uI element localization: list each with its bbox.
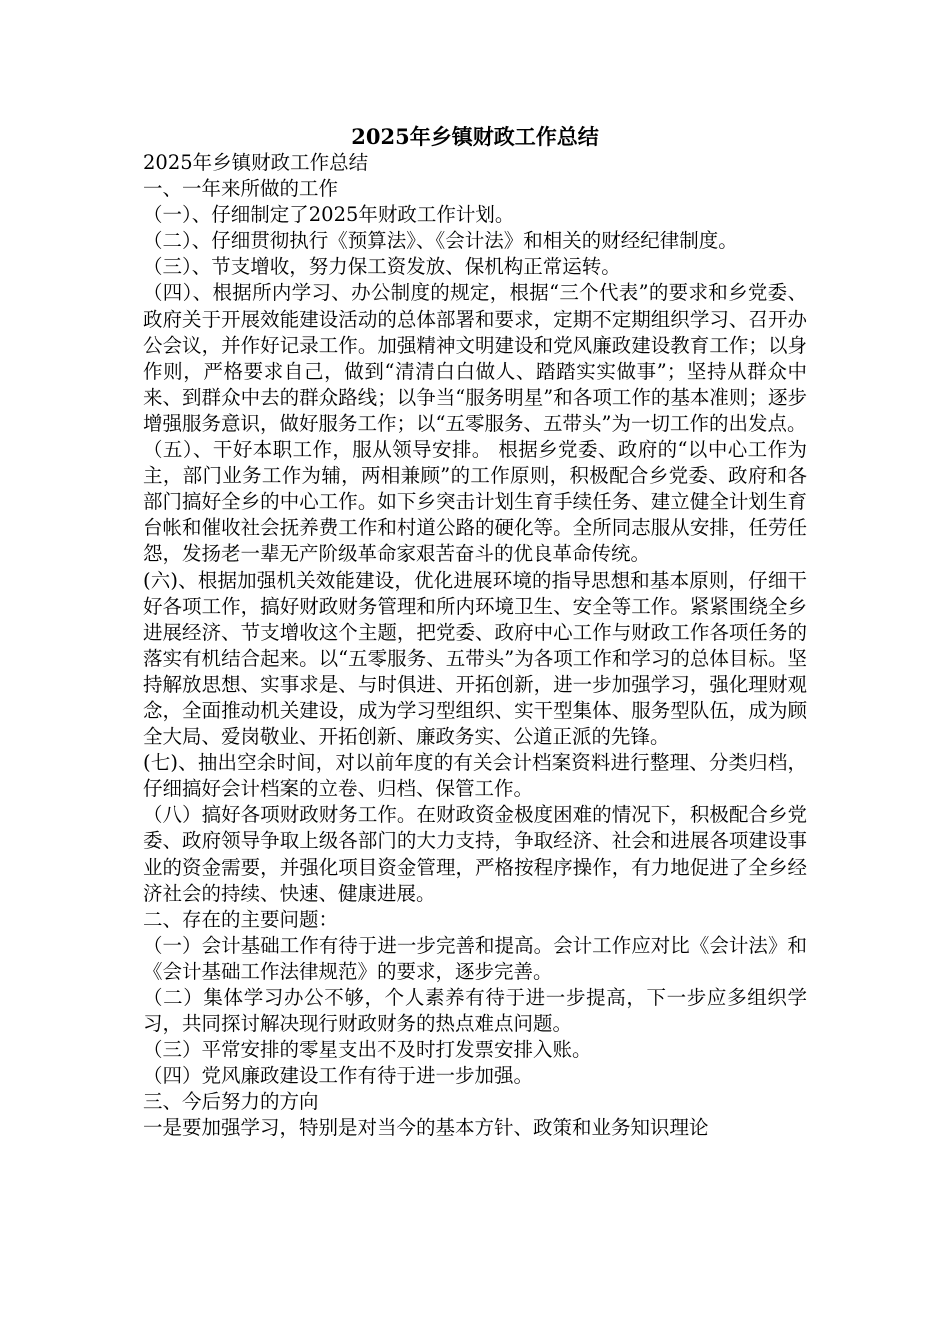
paragraph: （四）、根据所内学习、办公制度的规定，根据“三个代表”的要求和乡党委、政府关于开展效能建设活动的总体部署和要求，定期不定期组织学习、召开办公会议，并作好记录工作。加强精神文明建设和党风廉政建设教育工作；以身作则，严格要求自己，做到“清清白白做人、踏踏实实做事”；坚持从群众中来、到群众中去的群众路线；以争当“服务明星”和各项工作的基本准则；逐步增强服务意识，做好服务工作；以“五零服务、五带头”为一切工作的出发点。 [143, 281, 807, 435]
section-heading: 一、一年来所做的工作 [143, 177, 339, 201]
section-heading: 三、今后努力的方向 [143, 1090, 319, 1114]
paragraph: （四）党风廉政建设工作有待于进一步加强。 [143, 1064, 534, 1088]
paragraph: (七)、抽出空余时间，对以前年度的有关会计档案资料进行整理、分类归档，仔细搞好会计档案的立卷、归档、保管工作。 [143, 751, 807, 801]
paragraph: （一）会计基础工作有待于进一步完善和提高。会计工作应对比《会计法》和《会计基础工作法律规范》的要求，逐步完善。 [143, 933, 807, 983]
paragraph: （三）平常安排的零星支出不及时打发票安排入账。 [143, 1038, 592, 1062]
paragraph: （八）搞好各项财政财务工作。在财政资金极度困难的情况下，积极配合乡党委、政府领导争取上级各部门的大力支持，争取经济、社会和进展各项建设事业的资金需要，并强化项目资金管理，严格按程序操作，有力地促进了全乡经济社会的持续、快速、健康进展。 [143, 803, 807, 905]
paragraph: 一是要加强学习，特别是对当今的基本方针、政策和业务知识理论 [143, 1116, 709, 1140]
paragraph: （三）、节支增收，努力保工资发放、保机构正常运转。 [143, 255, 621, 279]
paragraph: 2025年乡镇财政工作总结 [143, 151, 369, 174]
paragraph: （二）集体学习办公不够，个人素养有待于进一步提高，下一步应多组织学习，共同探讨解决现行财政财务的热点难点问题。 [143, 986, 807, 1036]
section-heading: 二、存在的主要问题： [143, 907, 339, 931]
paragraph: (六)、根据加强机关效能建设，优化进展环境的指导思想和基本原则，仔细干好各项工作，搞好财政财务管理和所内环境卫生、安全等工作。紧紧围绕全乡进展经济、节支增收这个主题，把党委、政府中心工作与财政工作各项任务的落实有机结合起来。以“五零服务、五带头”为各项工作和学习的总体目标。坚持解放思想、实事求是、与时俱进、开拓创新，进一步加强学习，强化理财观念，全面推动机关建设，成为学习型组织、实干型集体、服务型队伍，成为顾全大局、爱岗敬业、开拓创新、廉政务实、公道正派的先锋。 [143, 568, 807, 749]
paragraph: （一）、仔细制定了2025年财政工作计划。 [143, 203, 515, 227]
document-title: 2025年乡镇财政工作总结 [351, 124, 599, 149]
paragraph: （二）、仔细贯彻执行《预算法》、《会计法》和相关的财经纪律制度。 [143, 229, 738, 253]
paragraph: （五）、干好本职工作，服从领导安排。 根据乡党委、政府的“以中心工作为主，部门业务工作为辅，两相兼顾”的工作原则，积极配合乡党委、政府和各部门搞好全乡的中心工作。如下乡突击计划生育手续任务、建立健全计划生育台帐和催收社会抚养费工作和村道公路的硬化等。全所同志服从安排，任劳任怨，发扬老一辈无产阶级革命家艰苦奋斗的优良革命传统。 [143, 438, 807, 566]
document-body [143, 150, 807, 1142]
